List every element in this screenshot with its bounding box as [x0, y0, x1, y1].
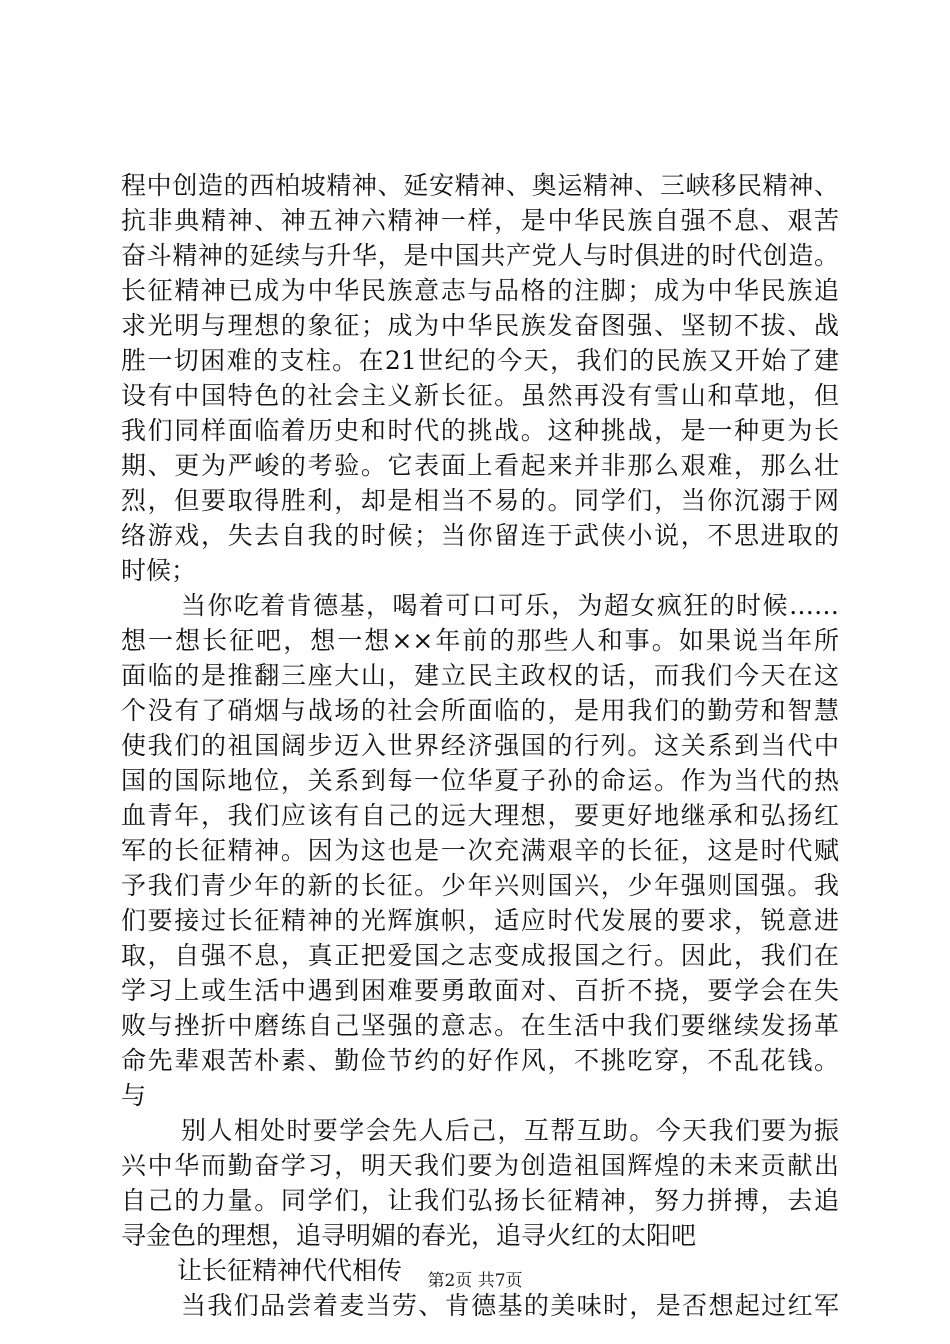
text-line: 使我们的祖国阔步迈入世界经济强国的行列。这关系到当代中 [121, 731, 839, 760]
section-heading: 让长征精神代代相传 [177, 1256, 403, 1285]
text-line: 自己的力量。同学们，让我们弘扬长征精神，努力拼搏，去追 [121, 1186, 839, 1215]
text-line: 设有中国特色的社会主义新长征。虽然再没有雪山和草地，但 [121, 381, 839, 410]
text-line: 寻金色的理想，追寻明媚的春光，追寻火红的太阳吧 [121, 1221, 697, 1250]
text-line: 烈，但要取得胜利，却是相当不易的。同学们，当你沉溺于网 [121, 486, 839, 515]
text-line: 长征精神已成为中华民族意志与品格的注脚；成为中华民族追 [121, 276, 839, 305]
text-line: 时候； [121, 556, 197, 585]
text-line: 军的长征精神。因为这也是一次充满艰辛的长征，这是时代赋 [121, 836, 839, 865]
text-line: 期、更为严峻的考验。它表面上看起来并非那么艰难，那么壮 [121, 451, 839, 480]
text-line: 与 [121, 1081, 147, 1110]
text-line: 想一想长征吧，想一想××年前的那些人和事。如果说当年所 [121, 626, 839, 655]
page-footer: 第2页 共7页 [427, 1271, 523, 1291]
text-line: 我们同样面临着历史和时代的挑战。这种挑战，是一种更为长 [121, 416, 839, 445]
text-line: 命先辈艰苦朴素、勤俭节约的好作风，不挑吃穿，不乱花钱。 [121, 1046, 839, 1075]
text-line: 求光明与理想的象征；成为中华民族发奋图强、坚韧不拔、战 [121, 311, 839, 340]
text-line: 予我们青少年的新的长征。少年兴则国兴，少年强则国强。我 [121, 871, 839, 900]
text-line: 国的国际地位，关系到每一位华夏子孙的命运。作为当代的热 [121, 766, 839, 795]
text-line: 败与挫折中磨练自己坚强的意志。在生活中我们要继续发扬革 [121, 1011, 839, 1040]
text-line: 程中创造的西柏坡精神、延安精神、奥运精神、三峡移民精神、 [121, 171, 839, 200]
paragraph-first-line: 别人相处时要学会先人后己，互帮互助。今天我们要为振 [181, 1116, 839, 1145]
text-line: 面临的是推翻三座大山，建立民主政权的话，而我们今天在这 [121, 661, 839, 690]
text-line: 们要接过长征精神的光辉旗帜，适应时代发展的要求，锐意进 [121, 906, 839, 935]
text-line: 血青年，我们应该有自己的远大理想，要更好地继承和弘扬红 [121, 801, 839, 830]
text-line: 络游戏，失去自我的时候；当你留连于武侠小说，不思进取的 [121, 521, 839, 550]
paragraph-first-line: 当你吃着肯德基，喝着可口可乐，为超女疯狂的时候…… [181, 591, 839, 620]
text-line: 取，自强不息，真正把爱国之志变成报国之行。因此，我们在 [121, 941, 839, 970]
text-line: 学习上或生活中遇到困难要勇敢面对、百折不挠，要学会在失 [121, 976, 839, 1005]
text-line: 抗非典精神、神五神六精神一样，是中华民族自强不息、艰苦 [121, 206, 839, 235]
text-line: 兴中华而勤奋学习，明天我们要为创造祖国辉煌的未来贡献出 [121, 1151, 839, 1180]
paragraph-first-line: 当我们品尝着麦当劳、肯德基的美味时，是否想起过红军 [181, 1291, 839, 1320]
text-line: 个没有了硝烟与战场的社会所面临的，是用我们的勤劳和智慧 [121, 696, 839, 725]
text-line: 奋斗精神的延续与升华，是中国共产党人与时俱进的时代创造。 [121, 241, 839, 270]
body-text [121, 168, 839, 1323]
text-line: 胜一切困难的支柱。在21世纪的今天，我们的民族又开始了建 [121, 346, 839, 375]
